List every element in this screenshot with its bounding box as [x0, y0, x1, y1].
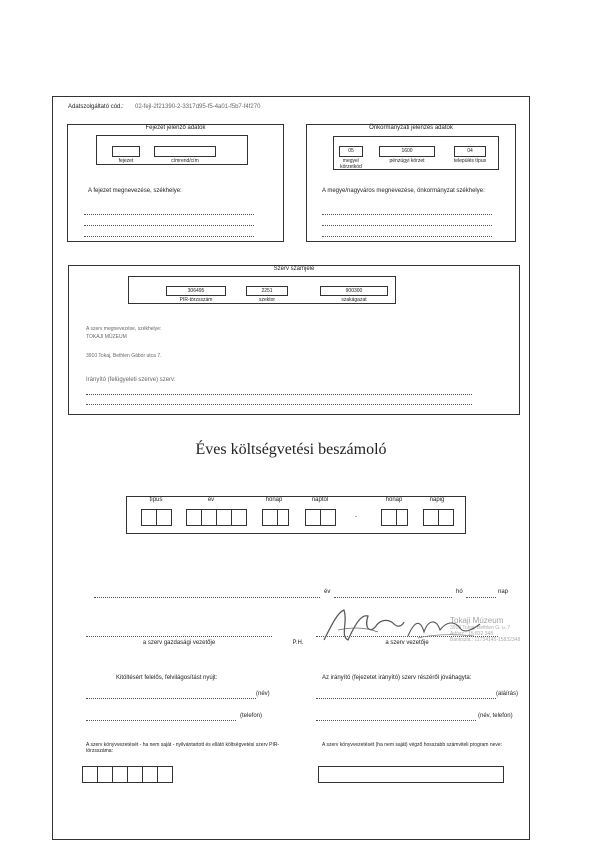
szerv-code-b-label: szektor [258, 297, 276, 303]
onkormanyzat-code-b-label: pénzügyi körzet [389, 158, 425, 164]
fejezet-seat-line-1 [84, 214, 254, 215]
period-honap-cell[interactable] [262, 509, 278, 526]
footer-right-text: A szerv könyvvezetését (ha nem saját) végző hosszabb számviteli program neve: [322, 742, 503, 748]
right-signature-label: a szerv vezetője [385, 640, 429, 646]
period-napig-cell[interactable] [438, 509, 454, 526]
contact-left-name-line [86, 698, 256, 699]
period-napig-cell[interactable] [423, 509, 439, 526]
period-tipus-cell[interactable] [141, 509, 157, 526]
stamp-line-1: Tokaji Múzeum [450, 616, 504, 625]
fejezet-code-a-label: fejezet [118, 158, 134, 164]
fejezet-code-b-label: címrend/cím [171, 158, 199, 164]
pir-cell[interactable] [142, 766, 158, 783]
onkormanyzat-code-c: 04 [454, 146, 486, 157]
pir-cell[interactable] [127, 766, 143, 783]
contact-right-title: Az irányító (fejezetet irányító) szerv részéről jóváhagyta: [322, 675, 472, 681]
onkormanyzat-seat-line-3 [322, 236, 492, 237]
period-col-ev: év [207, 497, 215, 503]
szerv-title: Szerv számjele [273, 266, 315, 272]
szerv-code-a: 306495 [166, 286, 226, 296]
left-signature-line [86, 636, 272, 637]
left-signature-label: a szerv gazdasági vezetője [142, 640, 216, 646]
szerv-name-label: A szerv megnevezése, székhelye: [86, 326, 162, 332]
contact-left-phone-line [86, 720, 236, 721]
pir-cell[interactable] [97, 766, 113, 783]
szerv-director-line-1 [86, 394, 472, 395]
period-ev-cell[interactable] [186, 509, 202, 526]
footer-left-text: A szerv könyvvezetését - ha nem saját - nyilvántartott és ellátó költségvetési szerv PIR-törzsszáma: [86, 742, 280, 754]
period-naptol-cell[interactable] [305, 509, 321, 526]
period-ev-cell[interactable] [216, 509, 232, 526]
period-col-naptol: naptól [311, 497, 329, 503]
period-dash: - [355, 514, 357, 520]
period-col-tipus: típus [149, 497, 163, 503]
onkormanyzat-code-b: 1600 [379, 146, 435, 157]
onkormanyzat-seat-line-2 [322, 225, 492, 226]
stamp-line-4: Bankszla.: 11734145-15832348 [450, 637, 521, 643]
date-nap-label: nap [498, 589, 509, 595]
handwritten-signature-left [318, 602, 408, 648]
fejezet-title: Fejezet jelenző adatok [145, 125, 206, 131]
contact-left-title: Kitöltésért felelős, felvilágosítást nyújt: [116, 675, 218, 681]
stamp-line-3: Adósz.: 15 832 348 [450, 631, 494, 637]
institution-stamp [450, 616, 530, 643]
period-honap-cell[interactable] [277, 509, 289, 526]
szerv-name-value: TOKAJI MÚZEUM [86, 334, 127, 340]
period-col-napig: napig [429, 497, 445, 503]
onkormanyzat-seat-label: A megye/nagyváros megnevezése, önkormányzat székhelye: [322, 188, 485, 194]
date-ho-line [466, 597, 496, 598]
contact-right-phone-label: (név, telefon) [478, 713, 513, 719]
date-ho-label: hó [456, 589, 463, 595]
szerv-director-line-2 [86, 404, 472, 405]
stamp-line-2: 3910 Tokaj, Bethlen G. u. 7 [450, 625, 511, 631]
date-place-line [94, 597, 320, 598]
pir-cell[interactable] [112, 766, 128, 783]
date-ev-line [334, 597, 452, 598]
contact-right-phone-line [316, 720, 476, 721]
szerv-address-value: 3910 Tokaj, Bethlen Gábor utca 7. [86, 353, 162, 359]
onkormanyzat-title: Önkormányzati jelenzés adatok [369, 125, 453, 131]
contact-right-name-label: (aláírás) [496, 691, 519, 697]
szerv-code-c: 900300 [320, 286, 388, 296]
szerv-director-label: Irányító (felügyeleti szerve) szerv: [86, 377, 176, 383]
pir-cell[interactable] [82, 766, 98, 783]
header-id-label: Adatszolgáltató cód.: [68, 104, 124, 110]
period-honap2-cell[interactable] [396, 509, 408, 526]
onkormanyzat-code-a-label: megye/ körzetkód [340, 158, 362, 170]
contact-right-name-line [316, 698, 496, 699]
program-name-field[interactable] [318, 766, 504, 783]
szerv-code-a-label: PIR-törzsszám [179, 297, 213, 303]
contact-left-name-label: (név) [256, 691, 270, 697]
fejezet-code-b [154, 146, 216, 157]
pir-cell[interactable] [157, 766, 173, 783]
fejezet-code-a [112, 146, 140, 157]
period-col-honap2: hónap [385, 497, 403, 503]
fejezet-seat-line-2 [84, 225, 254, 226]
contact-left-phone-label: (telefon) [240, 713, 263, 719]
fejezet-seat-label: A fejezet megnevezése, székhelye: [88, 188, 182, 194]
period-ev-cell[interactable] [201, 509, 217, 526]
onkormanyzat-code-a: 05 [339, 146, 363, 157]
report-title: Éves költségvetési beszámoló [195, 441, 387, 458]
period-naptol-cell[interactable] [320, 509, 336, 526]
onkormanyzat-seat-line-1 [322, 214, 492, 215]
period-ev-cell[interactable] [231, 509, 247, 526]
period-tipus-cell[interactable] [156, 509, 172, 526]
period-honap2-cell[interactable] [381, 509, 397, 526]
period-col-honap: hónap [265, 497, 283, 503]
fejezet-seat-line-3 [84, 236, 254, 237]
footer-left-cells [82, 766, 186, 783]
szerv-code-b: 2251 [246, 286, 288, 296]
period-box [126, 496, 466, 534]
onkormanyzat-code-c-label: település típus [453, 158, 487, 164]
ph-label: P.H. [292, 640, 304, 646]
szerv-code-c-label: szakágazat [341, 297, 367, 303]
date-ev-label: év [324, 589, 331, 595]
header-id-value: 02-fejl-2f21390-2-3317d95-f5-4a01-f5b7-f4f270 [135, 104, 261, 110]
